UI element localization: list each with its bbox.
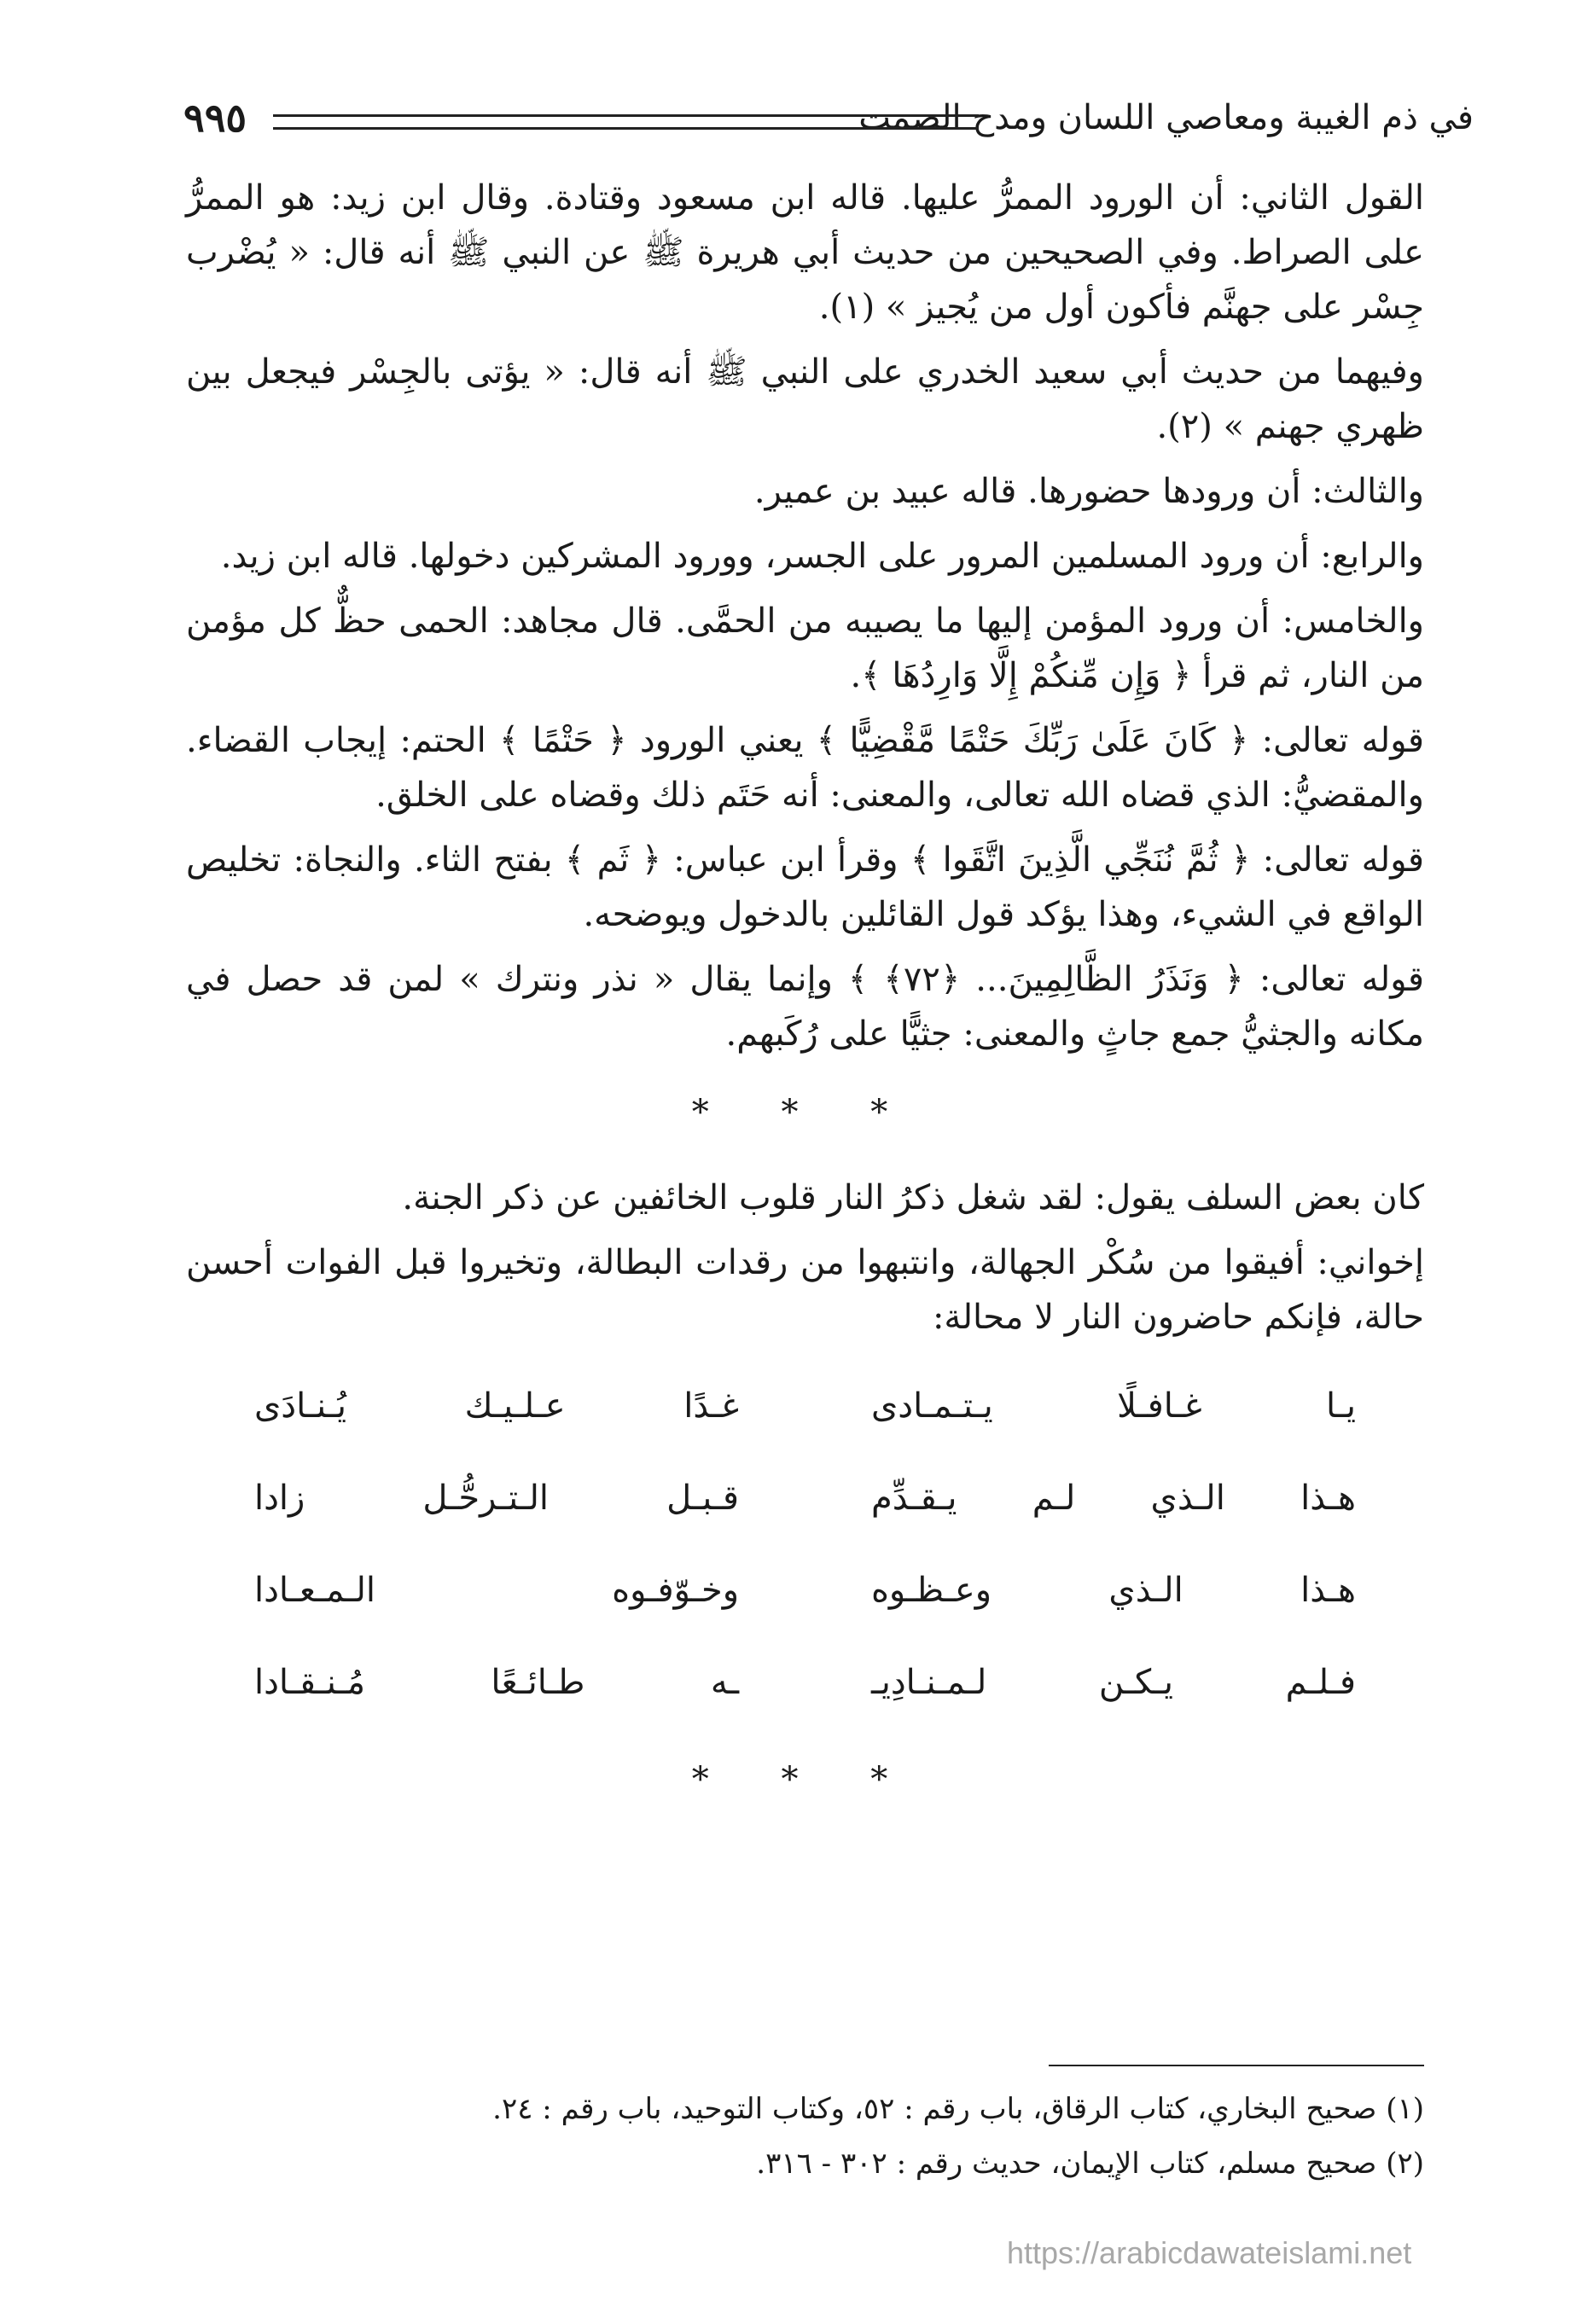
poem [254, 1360, 1356, 1728]
running-header [183, 92, 1474, 143]
header-title: في ذم الغيبة ومعاصي اللسان ومدح الصمت [858, 98, 1474, 137]
verse-second-hemistich: قـبـل الـتـرحُّـل زادا [254, 1479, 740, 1518]
paragraph-nunajji-tafsir: قوله تعالى: ﴿ ثُمَّ نُنَجِّي الَّذِينَ اتَّقَوا ﴾ وقرأ ابن عباس: ﴿ ثَم ﴾ بفتح الثاء. والنجاة: تخليص الواقع في الشيء، وهذا يؤكد قول القائلين بالدخول ويوضحه. [186, 840, 1424, 934]
paragraph-fifth-opinion: والخامس: أن ورود المؤمن إليها ما يصيبه من الحمَّى. قال مجاهد: الحمى حظٌّ كل مؤمن من النار، ثم قرأ ﴿ وَإِن مِّنكُمْ إِلَّا وَارِدُهَا ﴾. [186, 601, 1424, 695]
verse-first-hemistich: يـا غـافـلًا يـتـمـادى [870, 1386, 1356, 1426]
footnote-1: (١) صحيح البخاري، كتاب الرقاق، باب رقم : ٥٢، وكتاب التوحيد، باب رقم : ٢٤. [492, 2092, 1424, 2126]
paragraph-khudri-hadith: وفيهما من حديث أبي سعيد الخدري على النبي ﷺ أنه قال: « يؤتى بالجِسْر فيجعل بين ظهري جهنم » (٢). [186, 352, 1424, 446]
footnote-2: (٢) صحيح مسلم، كتاب الإيمان، حديث رقم : ٣٠٢ - ٣١٦. [756, 2147, 1424, 2181]
verse-second-hemistich: غـدًا عـلـيـك يُـنـادَى [254, 1386, 740, 1426]
paragraph-second-opinion: القول الثاني: أن الورود الممرُّ عليها. قاله ابن مسعود وقتادة. وقال ابن زيد: هو الممرُّ على الصراط. وفي الصحيحين من حديث أبي هريرة ﷺ عن النبي ﷺ أنه قال: « يُضْرب جِسْر على جهنَّم فأكون أول من يُجيز » (١). [186, 178, 1424, 327]
section-separator: * * * [691, 1093, 919, 1132]
page-number: ٩٩٥ [183, 95, 247, 141]
poem-verse [254, 1360, 1356, 1452]
verse-first-hemistich: فـلـم يـكـن لـمـنـادِيـ [870, 1663, 1356, 1702]
poem-verse [254, 1452, 1356, 1544]
footnotes [186, 2082, 1424, 2191]
page-body [186, 171, 1424, 1838]
verse-first-hemistich: هـذا الـذي لـم يـقـدِّم [870, 1479, 1356, 1518]
paragraph-ikhwani: إخواني: أفيقوا من سُكْر الجهالة، وانتبهوا من رقدات البطالة، وتخيروا قبل الفوات أحسن حالة، فإنكم حاضرون النار لا محالة: [186, 1243, 1424, 1337]
paragraph-salaf-saying: كان بعض السلف يقول: لقد شغل ذكرُ النار قلوب الخائفين عن ذكر الجنة. [402, 1178, 1424, 1217]
verse-second-hemistich: وخـوّفـوه الـمـعـادا [254, 1571, 740, 1610]
paragraph-third-opinion: والثالث: أن ورودها حضورها. قاله عبيد بن عمير. [753, 472, 1424, 511]
paragraph-nadharu-tafsir: قوله تعالى: ﴿ وَنَذَرُ الظَّالِمِينَ... ﴿٧٢﴾ ﴾ وإنما يقال « نذر ونترك » لمن قد حصل في مكانه والجثيُّ جمع جاثٍ والمعنى: جثيًّا على رُكَبهم. [186, 960, 1425, 1054]
paragraph-hatman-tafsir: قوله تعالى: ﴿ كَانَ عَلَىٰ رَبِّكَ حَتْمًا مَّقْضِيًّا ﴾ يعني الورود ﴿ حَتْمًا ﴾ الحتم: إيجاب القضاء. والمقضيُّ: الذي قضاه الله تعالى، والمعنى: أنه حَتَم ذلك وقضاه على الخلق. [186, 721, 1424, 815]
verse-first-hemistich: هـذا الـذي وعـظـوه [870, 1571, 1356, 1610]
footnote-rule [1049, 2065, 1424, 2066]
watermark: https://arabicdawateislami.net [1007, 2235, 1412, 2270]
verse-second-hemistich: ـه طـائـعًا مُـنـقـادا [254, 1663, 740, 1702]
header-rule [273, 114, 979, 130]
paragraph-fourth-opinion: والرابع: أن ورود المسلمين المرور على الجسر، وورود المشركين دخولها. قاله ابن زيد. [220, 537, 1424, 576]
poem-verse [254, 1636, 1356, 1728]
section-separator: * * * [691, 1760, 919, 1799]
poem-verse [254, 1544, 1356, 1636]
